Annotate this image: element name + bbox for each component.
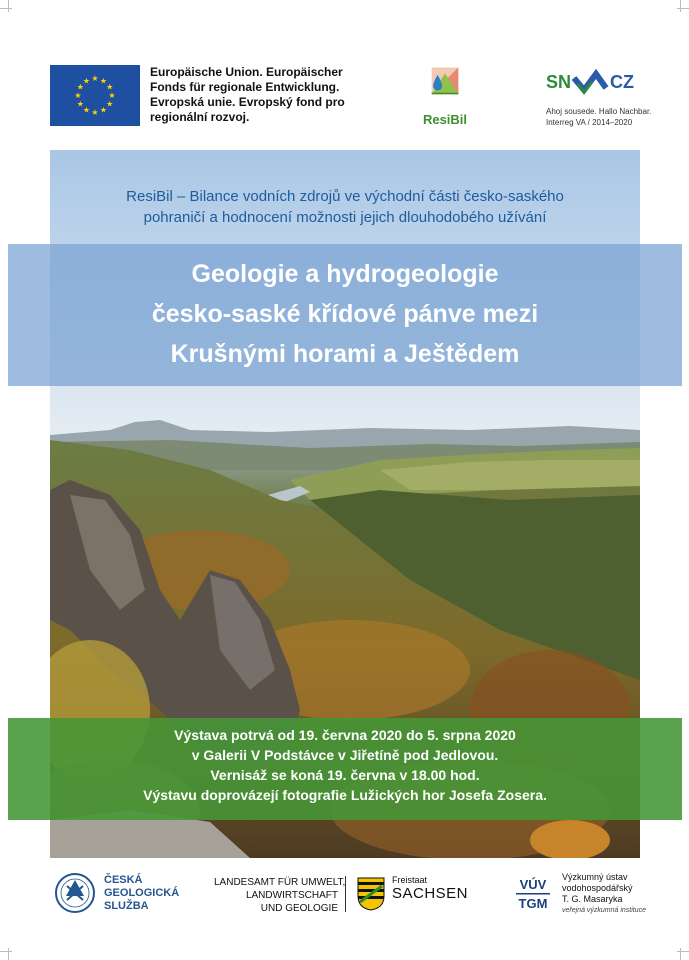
sachsen-small-label: Freistaat: [392, 875, 428, 885]
svg-text:CZ: CZ: [610, 72, 634, 92]
resibil-label: ResiBil: [422, 112, 468, 127]
svg-text:★: ★: [108, 91, 116, 100]
svg-text:★: ★: [99, 105, 108, 115]
svg-text:TGM: TGM: [518, 896, 548, 911]
cgs-name: ČESKÁ GEOLOGICKÁ SLUŽBA: [104, 874, 180, 912]
svg-text:★: ★: [99, 76, 108, 86]
sncz-logo-icon: [540, 62, 650, 102]
sachsen-label: SACHSEN: [392, 885, 469, 902]
svg-text:★: ★: [82, 105, 91, 115]
crop-mark: [680, 0, 681, 12]
cgs-logo-icon: [54, 872, 96, 914]
crop-mark: [680, 948, 681, 960]
svg-text:★: ★: [74, 91, 82, 100]
svg-text:★: ★: [106, 82, 114, 92]
svg-text:★: ★: [76, 99, 84, 109]
svg-text:SN: SN: [546, 72, 572, 92]
sachsen-crest-icon: [356, 876, 386, 912]
crop-mark: [677, 8, 689, 9]
svg-text:★: ★: [91, 74, 99, 83]
crop-mark: [8, 0, 9, 12]
svg-text:★: ★: [76, 82, 84, 92]
vuv-tgm-logo-icon: [514, 874, 552, 912]
exhibition-title: Geologie a hydrogeologie česko-saské křídové pánve mezi Krušnými horami a Ještědem: [151, 260, 539, 368]
eu-funding-text: Europäische Union. Europäischer Fonds für regionale Entwicklung. Evropská unie. Evropský fond pro regionální rozvoj.: [150, 65, 345, 124]
crop-mark: [8, 948, 9, 960]
crop-mark: [0, 951, 12, 952]
svg-text:★: ★: [106, 99, 114, 109]
sncz-tagline: Ahoj sousede. Hallo Nachbar. Interreg VA / 2014–2020: [546, 107, 652, 127]
svg-text:★: ★: [91, 108, 99, 117]
divider: [345, 876, 346, 912]
project-subtitle: ResiBil – Bilance vodních zdrojů ve východní části česko-saského pohraničí a hodnocení možnosti jejich dlouhodobého užívání: [126, 188, 564, 226]
svg-text:VÚV: VÚV: [519, 877, 547, 892]
crop-mark: [0, 8, 12, 9]
svg-text:★: ★: [82, 76, 91, 86]
exhibition-info: Výstava potrvá od 19. června 2020 do 5. srpna 2020 v Galerii V Podstávce v Jiřetíně pod Jedlovou. Vernisáž se koná 19. června v 18.00 hod. Výstavu doprovázejí fotografie Lužických hor Josefa Zosera.: [143, 727, 547, 803]
crop-mark: [677, 951, 689, 952]
vuv-tgm-name: Výzkumný ústav vodohospodářský T. G. Masaryka veřejná výzkumná instituce: [562, 872, 647, 914]
lfulg-name: LANDESAMT FÜR UMWELT, LANDWIRTSCHAFT UND GEOLOGIE: [214, 877, 346, 914]
eu-flag-icon: [50, 65, 140, 126]
